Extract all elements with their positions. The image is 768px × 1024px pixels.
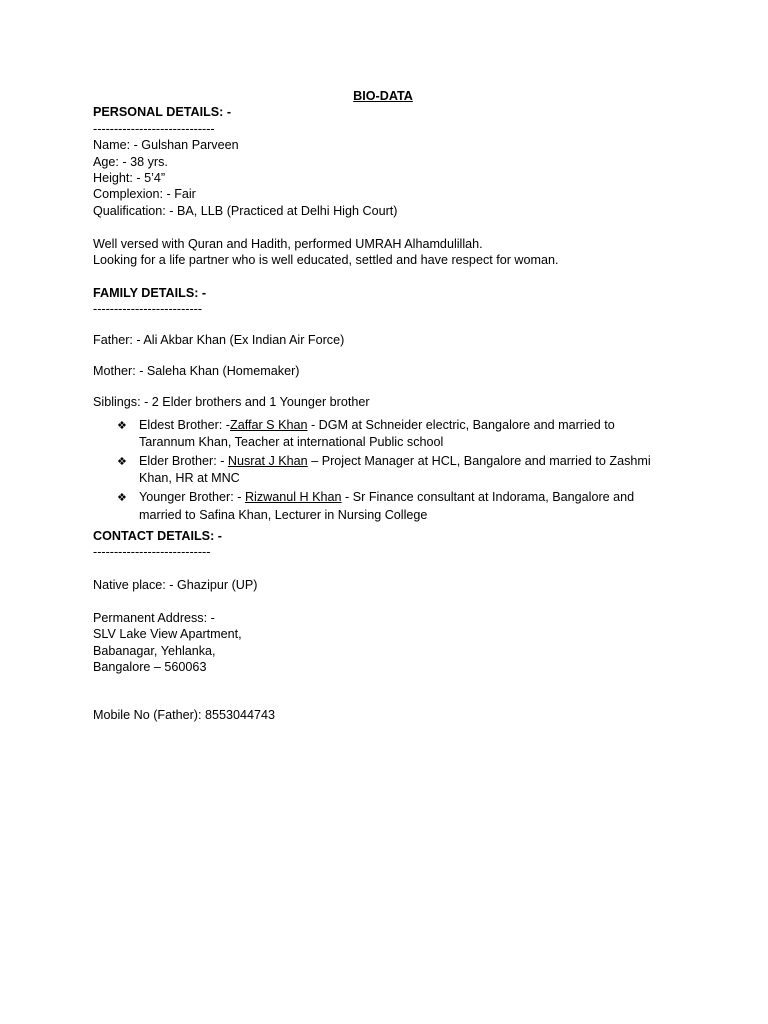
age-line: Age: - 38 yrs.	[93, 154, 168, 169]
personal-details-rule: -----------------------------	[93, 121, 215, 136]
brother-details: - DGM at Schneider electric, Bangalore and married to Tarannum Khan, Teacher at international Public school	[139, 417, 615, 449]
family-details-heading: FAMILY DETAILS: -	[93, 285, 207, 300]
brothers-list	[93, 417, 673, 524]
brother-name: Nusrat J Khan	[227, 454, 308, 469]
document-title: BIO-DATA	[353, 89, 413, 103]
name-line: Name: - Gulshan Parveen	[93, 138, 239, 153]
spacer	[93, 219, 673, 235]
brother-prefix: Younger Brother: -	[139, 490, 245, 505]
mobile-line: Mobile No (Father): 8553044743	[93, 707, 276, 722]
complexion-line: Complexion: - Fair	[93, 187, 196, 202]
bio-data-document	[93, 88, 673, 723]
spacer	[93, 380, 673, 395]
contact-details-rule: ----------------------------	[93, 545, 211, 560]
address-line-1: SLV Lake View Apartment,	[93, 627, 242, 642]
father-line: Father: - Ali Akbar Khan (Ex Indian Air Force)	[93, 333, 345, 348]
spacer	[93, 268, 673, 284]
address-label: Permanent Address: -	[93, 610, 215, 625]
list-item-eldest-brother	[93, 417, 663, 451]
mother-line: Mother: - Saleha Khan (Homemaker)	[93, 364, 300, 379]
brother-details: – Project Manager at HCL, Bangalore and married to Zashmi Khan, HR at MNC	[139, 454, 651, 486]
brother-prefix: Elder Brother: -	[139, 454, 228, 469]
height-line: Height: - 5’4”	[93, 171, 166, 186]
list-item-younger-brother	[93, 489, 663, 523]
family-details-rule: --------------------------	[93, 302, 203, 317]
brother-prefix: Eldest Brother: -	[139, 417, 230, 432]
spacer	[93, 593, 673, 609]
contact-details-heading: CONTACT DETAILS: -	[93, 528, 222, 543]
brother-name: Rizwanul H Khan	[244, 490, 342, 505]
list-item-elder-brother	[93, 453, 663, 487]
qualification-line: Qualification: - BA, LLB (Practiced at Delhi High Court)	[93, 203, 398, 218]
diamond-bullet-icon: ❖	[117, 491, 127, 505]
siblings-line: Siblings: - 2 Elder brothers and 1 Younger brother	[93, 395, 370, 410]
spacer	[93, 676, 673, 707]
diamond-bullet-icon: ❖	[117, 455, 127, 469]
spacer	[93, 318, 673, 333]
spacer	[93, 561, 673, 577]
brother-name: Zaffar S Khan	[230, 417, 308, 432]
address-line-3: Bangalore – 560063	[93, 660, 207, 675]
diamond-bullet-icon: ❖	[117, 418, 127, 432]
native-place-line: Native place: - Ghazipur (UP)	[93, 578, 258, 593]
about-line-2: Looking for a life partner who is well educated, settled and have respect for woman.	[93, 253, 559, 268]
address-line-2: Babanagar, Yehlanka,	[93, 643, 216, 658]
brother-details: - Sr Finance consultant at Indorama, Bangalore and married to Safina Khan, Lecturer in Nursing College	[139, 490, 635, 522]
spacer	[93, 349, 673, 364]
personal-details-heading: PERSONAL DETAILS: -	[93, 105, 232, 120]
about-line-1: Well versed with Quran and Hadith, performed UMRAH Alhamdulillah.	[93, 236, 483, 251]
